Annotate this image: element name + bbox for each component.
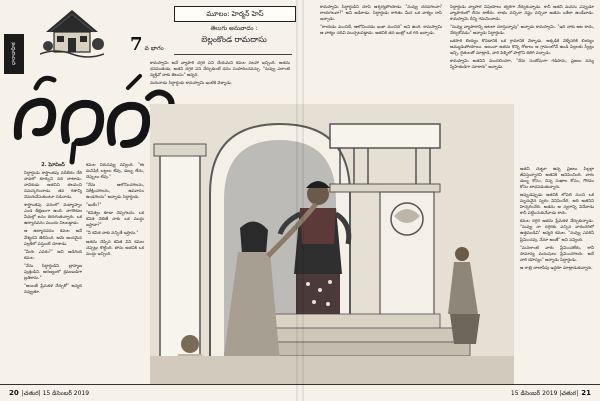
paragraph: ఆ రాత్రి చాలాసేపు ఇద్దరూ మాట్లాడుకున్నారు. <box>520 264 593 270</box>
paragraph: అతను చెప్పిన కవిత విని కమల చప్పట్లు కొట్టింది. తాను అతనికి ఒక ముద్దు ఇచ్చింది. <box>86 238 144 256</box>
story-illustration <box>150 104 514 384</box>
paragraph: కామస్వామి అతనిని మందలించగా, "నేను సంతోషంగా గడిపాను, ప్రజలు నన్ను స్నేహితుడిగా చూశారు" అన్నాడు. <box>450 58 594 70</box>
paragraph: సిద్ధార్థుడు వ్యాపార విషయాలు త్వరగా నేర్చుకున్నాడు. కానీ అతని మనసు ఎప్పుడూ వ్యాపారంలో లీనం కాలేదు. లాభం వచ్చినా నష్టం వచ్చినా అతను ఒకేలా ఉండేవాడు. కామస్వామి దీన్ని గమనించాడు. <box>450 4 594 22</box>
footer-left: 20 |చతుర| 15 డిసెంబర్ 2019 <box>0 384 300 401</box>
paragraph: "రాయడం మంచిదే, ఆలోచించడం ఇంకా మంచిది" అని ఉంది. కామస్వామి ఆ వాక్యం చదివి ముచ్చటపడ్డాడు. అతనికి తన ఇంట్లో ఒక గది ఇచ్చాడు. <box>320 24 442 36</box>
magazine-name-right: చతుర <box>561 390 577 397</box>
footer-right: 15 డిసెంబర్ 2019 |చతుర| 21 <box>300 384 600 401</box>
translator-credit <box>174 25 294 46</box>
paragraph: "నేను సిద్ధార్థుడిని. బ్రాహ్మణ పుత్రుడిని. అరణ్యంలో శ్రమణుడిగా బ్రతికాను." <box>24 262 82 280</box>
page-number-right: 21 <box>581 389 591 397</box>
paragraph: మరునాడు సిద్ధార్థుడు కామస్వామి ఇంటికి వెళ్ళాడు. <box>150 80 233 86</box>
paragraph: "కవిత్వం కూడా చెప్పగలను. ఒక కవిత చెబితే నాకు ఒక ముద్దు ఇస్తావా?" <box>86 210 144 228</box>
paragraph: సిద్ధార్థుడు శాస్త్రాంతపు నదీతీరం చేరి నావలో కూర్చుని నది దాటాడు. నావికుడు అతనిని తలవంచి నమస్కరించాడు. తన గతాన్ని నెమరువేసుకుంటూ నడిచాడు. <box>24 170 82 200</box>
paragraph: కామస్వామి సిద్ధార్థుడిని చూసి ఆశ్చర్యపోయాడు. "నువ్వు చదవగలవా? రాయగలవా?" అని అడిగాడు. సిద్ధార్థుడు కాగితం మీద ఒక వాక్యం రాసి ఇచ్చాడు. <box>320 4 442 22</box>
series-tag: ధారావాహిక <box>4 34 24 74</box>
paragraph: శాస్త్రాంతపు వనంలో మధ్యాహ్నం ఎండ తీక్షణంగా ఉంది. నాగరికుల వీధుల్లో జనం తిరుగుతున్నారు. ఒక ఉద్యానవనం ముందు నిలబడ్డాడు. <box>24 202 82 226</box>
paragraph: "మీరు ఎవరు?" అని అడిగింది కమల. <box>24 248 82 260</box>
translator-name: బెల్లంకొండ రామదాసు <box>201 35 267 44</box>
paragraph: ఆ ఉద్యానవనం కమల అనే వేశ్యదని తెలిసింది. ఆమె అందమైన పల్లకీలో వస్తుంటే చూశాడు. <box>24 228 82 246</box>
hut-illustration-icon <box>40 6 104 58</box>
paragraph: కమల చిరునవ్వు నవ్వింది. "ఈ మనిషికి బట్టలు లేవు, డబ్బు లేదు, చెప్పులు లేవు." <box>86 162 144 180</box>
episode-digit: 7 <box>130 34 143 55</box>
episode-number <box>130 34 164 55</box>
paragraph: అతని చుట్టూ ఉన్న ప్రజలు పిల్లల్లా జీవిస్తున్నారని అతనికి అనిపించింది. వారు డబ్బు కోసం, చిన్న సుఖాల కోసం, గౌరవం కోసం బాధపడుతున్నారు. <box>520 166 594 190</box>
text-column-6 <box>520 166 594 384</box>
author-credit: మూలం: హెర్మన్ హెస్ <box>174 6 296 22</box>
text-column-1 <box>24 162 82 385</box>
page-number-left: 20 <box>9 389 19 397</box>
paragraph: కామస్వామి అనే వ్యాపారి దగ్గర పని చేయమని కమల సలహా ఇచ్చింది. అతను ధనవంతుడు, అతని దగ్గర పని నేర్చుకుంటే ధనం సంపాదించవచ్చు. "నువ్వు ఎలాంటి వ్యక్తివో నాకు తెలుసు" అన్నది. <box>150 60 290 78</box>
translator-label: తెలుగు అనువాదం : <box>210 25 258 32</box>
paragraph: అప్పుడప్పుడు అతనికి లోపలి నుంచి ఒక మృదువైన స్వరం వినిపించేది. అది అతనిని హెచ్చరించేది. అతను ఆ స్వరాన్ని వినేవాడు కానీ పట్టించుకునేవాడు కాదు. <box>520 192 594 216</box>
section-heading: 2. ఘోవింద్ <box>41 162 65 168</box>
paragraph: "అయితే ప్రేమకళ నేర్చుకో" అన్నది నవ్వుతూ. <box>24 282 82 294</box>
text-column-2 <box>86 162 144 385</box>
issue-date-left: 15 డిసెంబర్ 2019 <box>42 390 90 397</box>
paragraph: "నేను ఆలోచించగలను, నిరీక్షించగలను, ఉపవాసం ఉండగలను" అన్నాడు సిద్ధార్థుడు. <box>86 182 144 200</box>
page-gutter <box>296 0 304 401</box>
episode-label: వ భాగం <box>144 45 164 52</box>
paragraph: "ఇంకేం?" <box>86 202 102 208</box>
credits-divider <box>174 54 292 55</box>
paragraph: కమల దగ్గర అతను ప్రేమకళ నేర్చుకున్నాడు. "నువ్వు నా దగ్గరకు వచ్చిన వారందరిలో ఉత్తముడివి" అన్నది కమల. "నువ్వు ఎవరినీ ప్రేమించవు, నేనూ అంతే" అని నవ్వింది. <box>520 218 594 242</box>
issue-date-right: 15 డిసెంబర్ 2019 <box>510 390 558 397</box>
magazine-name-left: చతుర <box>23 390 39 397</box>
paragraph: "మనలాంటి వారు ప్రేమించలేరు, కానీ సామాన్య మనుషులు ప్రేమించగలరు. అదే వారి రహస్యం" అన్నాడు సిద్ధార్థుడు. <box>520 244 594 262</box>
paragraph: ఒకసారి బియ్యం కొనడానికి ఒక గ్రామానికి వెళ్ళాడు. అక్కడికి వెళ్ళేసరికి బియ్యం అమ్ముడుపోయాయి. అయినా అతను కొన్ని రోజులు ఆ గ్రామంలోనే ఉండి పిల్లలకు స్వీట్లు ఇచ్చి, రైతులతో మాట్లాడి, వారి పెళ్ళిలో పాల్గొని తిరిగి వచ్చాడు. <box>450 38 594 56</box>
paragraph: "నువ్వు వ్యాపారాన్ని ఆటలా చూస్తున్నావు" అన్నాడు కామస్వామి. "ఇది నాకు ఆట కాదు, నేర్చుకోవడం" అన్నాడు సిద్ధార్థుడు. <box>450 24 594 36</box>
text-column-3 <box>150 60 290 102</box>
text-column-4 <box>320 4 442 84</box>
paragraph: "నీ కవిత నాకు నచ్చితే ఇస్తాను." <box>86 230 139 236</box>
